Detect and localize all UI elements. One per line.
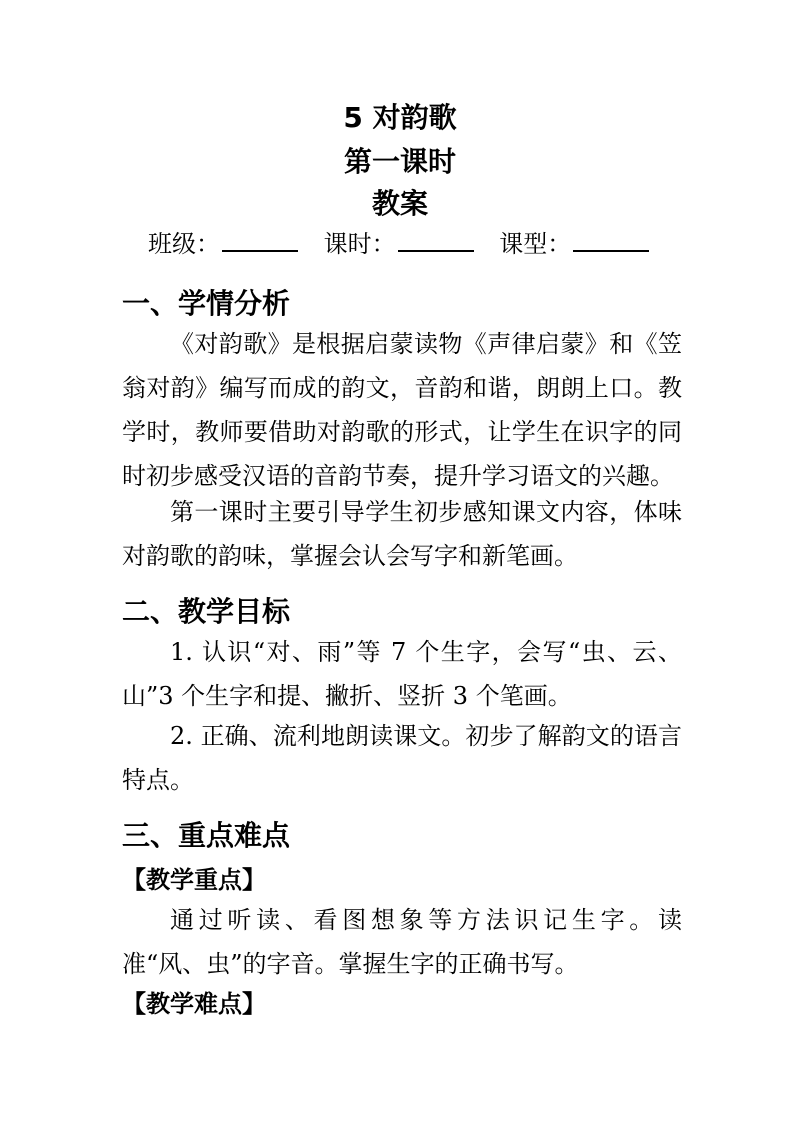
class-field <box>148 226 298 262</box>
meta-line <box>148 226 649 262</box>
lesson-title: 5 对韵歌 <box>343 101 457 134</box>
type-label: 课型： <box>499 230 572 258</box>
section-heading-key-points: 三、重点难点 <box>122 819 291 852</box>
class-blank <box>222 226 298 252</box>
subheading-key-focus: 【教学重点】 <box>122 865 266 894</box>
subheading-difficulty: 【教学难点】 <box>122 989 266 1018</box>
objective-item-1: 1. 认识“对、雨”等 7 个生字，会写“虫、云、山”3 个生字和提、撇折、竖折 3 个笔画。 <box>122 638 682 710</box>
lesson-plan-title: 教案 <box>371 187 428 220</box>
key-focus-paragraph: 通过听读、看图想象等方法识记生字。读准“风、虫”的字音。掌握生字的正确书写。 <box>122 906 682 978</box>
type-field <box>499 226 649 262</box>
type-blank <box>573 226 649 252</box>
class-label: 班级： <box>148 230 220 258</box>
period-blank <box>398 226 474 252</box>
section-heading-analysis: 一、学情分析 <box>122 287 291 320</box>
objective-item-2: 2. 正确、流利地朗读课文。初步了解韵文的语言特点。 <box>122 722 682 794</box>
period-field <box>324 226 474 262</box>
section-heading-objectives: 二、教学目标 <box>122 595 291 628</box>
lesson-period-title: 第一课时 <box>343 145 456 178</box>
period-label: 课时： <box>323 230 396 258</box>
analysis-paragraph-1: 《对韵歌》是根据启蒙读物《声律启蒙》和《笠翁对韵》编写而成的韵文，音韵和谐，朗朗上口。教学时，教师要借助对韵歌的形式，让学生在识字的同时初步感受汉语的音韵节奏，提升学习语文的兴趣。 <box>122 330 682 490</box>
analysis-paragraph-2: 第一课时主要引导学生初步感知课文内容，体味对韵歌的韵味，掌握会认会写字和新笔画。 <box>122 498 682 570</box>
